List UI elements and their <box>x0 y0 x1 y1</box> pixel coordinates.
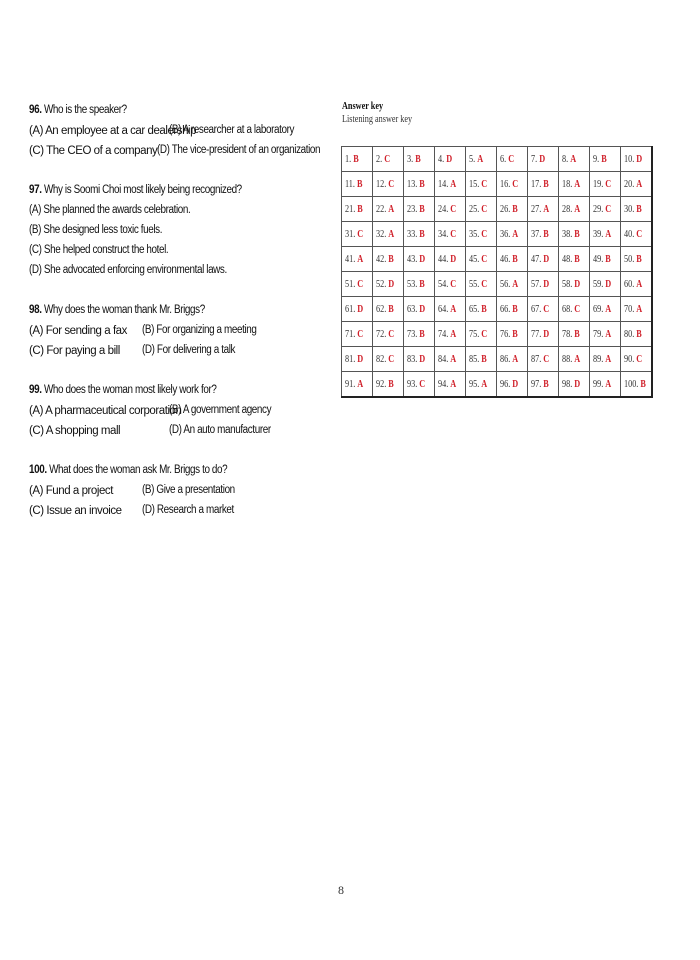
answer-cell <box>342 322 373 347</box>
answer-cell <box>621 322 653 347</box>
question-number: 96. <box>29 104 42 116</box>
answer-entry: 63. D <box>407 303 426 315</box>
option-c: (C) A shopping mall <box>29 425 121 437</box>
answer-cell <box>466 247 497 272</box>
answer-entry: 5. A <box>469 153 484 165</box>
answer-entry: 69. A <box>593 303 612 315</box>
answer-cell <box>466 347 497 372</box>
answer-entry: 10. D <box>624 153 643 165</box>
question-number: 98. <box>29 304 42 316</box>
answer-entry: 53. B <box>407 278 425 290</box>
answer-cell <box>497 222 528 247</box>
answer-cell <box>373 347 404 372</box>
answer-entry: 71. C <box>345 328 364 340</box>
answer-cell <box>466 147 497 172</box>
answer-key-table <box>341 146 653 398</box>
answer-cell <box>559 197 590 222</box>
answer-cell <box>528 222 559 247</box>
option-a: (A) An employee at a car dealership <box>29 125 197 137</box>
answer-entry: 97. B <box>531 378 549 390</box>
answer-entry: 66. B <box>500 303 518 315</box>
answer-entry: 99. A <box>593 378 612 390</box>
answer-entry: 47. D <box>531 253 550 265</box>
answer-entry: 88. A <box>562 353 581 365</box>
question-96 <box>29 101 329 160</box>
answer-cell <box>528 322 559 347</box>
answer-entry: 18. A <box>562 178 581 190</box>
option-d: (D) She advocated enforcing environmental laws. <box>29 264 227 276</box>
answer-cell <box>528 147 559 172</box>
answer-cell <box>590 297 621 322</box>
option-a: (A) She planned the awards celebration. <box>29 204 191 216</box>
answer-entry: 64. A <box>438 303 457 315</box>
answer-cell <box>497 147 528 172</box>
answer-entry: 54. C <box>438 278 457 290</box>
answer-cell <box>342 247 373 272</box>
answer-entry: 59. D <box>593 278 612 290</box>
option-d: (D) For delivering a talk <box>142 344 236 356</box>
answer-entry: 77. D <box>531 328 550 340</box>
answer-cell <box>528 372 559 398</box>
answer-cell <box>466 272 497 297</box>
answer-cell <box>373 322 404 347</box>
question-98 <box>29 301 329 360</box>
answer-entry: 13. B <box>407 178 425 190</box>
answer-key-header <box>342 100 428 127</box>
answer-cell <box>404 322 435 347</box>
option-a: (A) For sending a fax <box>29 325 127 337</box>
answer-cell <box>497 297 528 322</box>
answer-entry: 65. B <box>469 303 487 315</box>
question-text: Why is Soomi Choi most likely being recognized? <box>43 184 242 196</box>
answer-entry: 26. B <box>500 203 518 215</box>
answer-entry: 30. B <box>624 203 642 215</box>
answer-entry: 49. B <box>593 253 611 265</box>
answer-entry: 90. C <box>624 353 643 365</box>
answer-cell <box>404 297 435 322</box>
answer-cell <box>559 322 590 347</box>
answer-cell <box>404 372 435 398</box>
answer-cell <box>435 272 466 297</box>
answer-cell <box>559 172 590 197</box>
answer-entry: 29. C <box>593 203 612 215</box>
question-number: 99. <box>29 384 42 396</box>
answer-cell <box>404 222 435 247</box>
answer-entry: 15. C <box>469 178 488 190</box>
answer-cell <box>559 147 590 172</box>
answer-cell <box>373 372 404 398</box>
question-100 <box>29 461 329 520</box>
answer-entry: 24. C <box>438 203 457 215</box>
answer-entry: 81. D <box>345 353 364 365</box>
answer-entry: 55. C <box>469 278 488 290</box>
answer-entry: 45. C <box>469 253 488 265</box>
answer-entry: 22. A <box>376 203 395 215</box>
answer-cell <box>466 222 497 247</box>
option-d: (D) The vice-president of an organization <box>157 144 321 156</box>
answer-entry: 100. B <box>624 378 646 390</box>
answer-entry: 93. C <box>407 378 426 390</box>
option-c: (C) The CEO of a company <box>29 145 158 157</box>
answer-cell <box>373 197 404 222</box>
answer-cell <box>342 372 373 398</box>
answer-cell <box>435 197 466 222</box>
answer-row <box>342 347 653 372</box>
option-c: (C) She helped construct the hotel. <box>29 244 169 256</box>
answer-entry: 50. B <box>624 253 642 265</box>
answer-cell <box>497 322 528 347</box>
answer-cell <box>404 172 435 197</box>
answer-entry: 6. C <box>500 153 515 165</box>
answer-cell <box>404 197 435 222</box>
answer-entry: 62. B <box>376 303 394 315</box>
question-99 <box>29 381 329 440</box>
answer-entry: 52. D <box>376 278 395 290</box>
answer-cell <box>590 147 621 172</box>
answer-entry: 11. B <box>345 178 363 190</box>
answer-cell <box>342 272 373 297</box>
answer-entry: 75. C <box>469 328 488 340</box>
answer-cell <box>466 197 497 222</box>
option-b: (B) A researcher at a laboratory <box>169 124 295 136</box>
answer-row <box>342 247 653 272</box>
answer-entry: 61. D <box>345 303 364 315</box>
answer-cell <box>590 272 621 297</box>
answer-row <box>342 222 653 247</box>
answer-cell <box>497 172 528 197</box>
answer-cell <box>497 347 528 372</box>
answer-cell <box>342 197 373 222</box>
answer-cell <box>590 172 621 197</box>
answer-cell <box>528 197 559 222</box>
answer-entry: 36. A <box>500 228 519 240</box>
question-text: Who is the speaker? <box>43 104 127 116</box>
answer-entry: 82. C <box>376 353 395 365</box>
answer-cell <box>404 247 435 272</box>
questions-section <box>29 101 329 541</box>
answer-entry: 79. A <box>593 328 612 340</box>
answer-cell <box>373 272 404 297</box>
answer-entry: 8. A <box>562 153 577 165</box>
answer-cell <box>404 347 435 372</box>
answer-cell <box>559 347 590 372</box>
option-b: (B) A government agency <box>169 404 272 416</box>
answer-entry: 68. C <box>562 303 581 315</box>
answer-entry: 76. B <box>500 328 518 340</box>
answer-entry: 14. A <box>438 178 457 190</box>
option-d: (D) Research a market <box>142 504 234 516</box>
answer-entry: 73. B <box>407 328 425 340</box>
answer-cell <box>528 272 559 297</box>
answer-entry: 25. C <box>469 203 488 215</box>
answer-cell <box>528 347 559 372</box>
answer-cell <box>373 297 404 322</box>
answer-entry: 91. A <box>345 378 364 390</box>
answer-entry: 12. C <box>376 178 395 190</box>
answer-row <box>342 322 653 347</box>
answer-entry: 84. A <box>438 353 457 365</box>
answer-cell <box>373 247 404 272</box>
answer-entry: 1. B <box>345 153 359 165</box>
option-c: (C) For paying a bill <box>29 345 120 357</box>
answer-cell <box>559 297 590 322</box>
option-a: (A) Fund a project <box>29 485 113 497</box>
answer-cell <box>497 272 528 297</box>
answer-cell <box>435 172 466 197</box>
answer-cell <box>559 222 590 247</box>
answer-entry: 19. C <box>593 178 612 190</box>
answer-row <box>342 272 653 297</box>
answer-cell <box>342 347 373 372</box>
answer-entry: 85. B <box>469 353 487 365</box>
answer-cell <box>528 247 559 272</box>
answer-entry: 43. D <box>407 253 426 265</box>
answer-entry: 40. C <box>624 228 643 240</box>
answer-entry: 98. D <box>562 378 581 390</box>
answer-entry: 39. A <box>593 228 612 240</box>
answer-cell <box>621 372 653 398</box>
answer-cell <box>435 372 466 398</box>
answer-cell <box>559 372 590 398</box>
answer-cell <box>466 322 497 347</box>
answer-cell <box>342 147 373 172</box>
answer-cell <box>590 247 621 272</box>
answer-row <box>342 147 653 172</box>
answer-cell <box>435 222 466 247</box>
answer-cell <box>497 197 528 222</box>
answer-entry: 70. A <box>624 303 643 315</box>
answer-entry: 33. B <box>407 228 425 240</box>
answer-cell <box>435 297 466 322</box>
answer-entry: 51. C <box>345 278 364 290</box>
answer-cell <box>621 297 653 322</box>
option-b: (B) For organizing a meeting <box>142 324 257 336</box>
answer-entry: 89. A <box>593 353 612 365</box>
answer-cell <box>435 147 466 172</box>
answer-entry: 72. C <box>376 328 395 340</box>
answer-cell <box>342 222 373 247</box>
answer-key-subtitle: Listening answer key <box>342 114 413 125</box>
answer-entry: 96. D <box>500 378 519 390</box>
answer-entry: 32. A <box>376 228 395 240</box>
answer-cell <box>404 147 435 172</box>
answer-cell <box>435 322 466 347</box>
answer-entry: 67. C <box>531 303 550 315</box>
answer-cell <box>559 247 590 272</box>
question-number: 100. <box>29 464 47 476</box>
answer-entry: 2. C <box>376 153 391 165</box>
answer-cell <box>497 372 528 398</box>
answer-entry: 3. B <box>407 153 421 165</box>
option-b: (B) She designed less toxic fuels. <box>29 224 163 236</box>
answer-entry: 28. A <box>562 203 581 215</box>
question-text: What does the woman ask Mr. Briggs to do? <box>49 464 228 476</box>
option-a: (A) A pharmaceutical corporation <box>29 405 182 417</box>
answer-cell <box>590 222 621 247</box>
answer-entry: 41. A <box>345 253 364 265</box>
answer-entry: 60. A <box>624 278 643 290</box>
answer-entry: 83. D <box>407 353 426 365</box>
answer-cell <box>497 247 528 272</box>
answer-entry: 57. D <box>531 278 550 290</box>
answer-entry: 20. A <box>624 178 643 190</box>
answer-entry: 92. B <box>376 378 394 390</box>
answer-entry: 46. B <box>500 253 518 265</box>
answer-cell <box>342 297 373 322</box>
answer-cell <box>621 172 653 197</box>
answer-cell <box>373 147 404 172</box>
answer-entry: 16. C <box>500 178 519 190</box>
answer-entry: 38. B <box>562 228 580 240</box>
answer-cell <box>342 172 373 197</box>
answer-cell <box>590 372 621 398</box>
answer-cell <box>621 147 653 172</box>
answer-cell <box>621 247 653 272</box>
question-number: 97. <box>29 184 42 196</box>
answer-cell <box>528 172 559 197</box>
page-number: 8 <box>338 883 344 897</box>
answer-entry: 74. A <box>438 328 457 340</box>
answer-key-title: Answer key <box>342 101 384 112</box>
answer-cell <box>466 372 497 398</box>
answer-entry: 87. C <box>531 353 550 365</box>
answer-entry: 56. A <box>500 278 519 290</box>
answer-entry: 34. C <box>438 228 457 240</box>
answer-entry: 44. D <box>438 253 457 265</box>
question-text: Why does the woman thank Mr. Briggs? <box>43 304 205 316</box>
answer-entry: 86. A <box>500 353 519 365</box>
answer-entry: 78. B <box>562 328 580 340</box>
answer-entry: 7. D <box>531 153 546 165</box>
answer-row <box>342 197 653 222</box>
answer-cell <box>466 172 497 197</box>
answer-row <box>342 172 653 197</box>
answer-cell <box>621 272 653 297</box>
answer-cell <box>466 297 497 322</box>
answer-cell <box>621 222 653 247</box>
answer-entry: 37. B <box>531 228 549 240</box>
answer-cell <box>373 172 404 197</box>
answer-entry: 17. B <box>531 178 549 190</box>
answer-entry: 31. C <box>345 228 364 240</box>
option-c: (C) Issue an invoice <box>29 505 122 517</box>
answer-cell <box>590 322 621 347</box>
answer-cell <box>373 222 404 247</box>
answer-entry: 9. B <box>593 153 607 165</box>
answer-entry: 27. A <box>531 203 550 215</box>
answer-cell <box>559 272 590 297</box>
answer-entry: 94. A <box>438 378 457 390</box>
answer-entry: 42. B <box>376 253 394 265</box>
question-97 <box>29 181 329 280</box>
answer-cell <box>435 347 466 372</box>
answer-cell <box>404 272 435 297</box>
answer-cell <box>621 347 653 372</box>
answer-cell <box>528 297 559 322</box>
answer-entry: 4. D <box>438 153 453 165</box>
answer-entry: 48. B <box>562 253 580 265</box>
option-b: (B) Give a presentation <box>142 484 235 496</box>
answer-cell <box>590 197 621 222</box>
question-text: Who does the woman most likely work for? <box>43 384 217 396</box>
answer-entry: 21. B <box>345 203 363 215</box>
answer-entry: 80. B <box>624 328 642 340</box>
answer-cell <box>590 347 621 372</box>
answer-row <box>342 372 653 398</box>
answer-entry: 35. C <box>469 228 488 240</box>
answer-cell <box>621 197 653 222</box>
answer-row <box>342 297 653 322</box>
answer-entry: 95. A <box>469 378 488 390</box>
option-d: (D) An auto manufacturer <box>169 424 271 436</box>
answer-entry: 23. B <box>407 203 425 215</box>
answer-cell <box>435 247 466 272</box>
answer-entry: 58. D <box>562 278 581 290</box>
